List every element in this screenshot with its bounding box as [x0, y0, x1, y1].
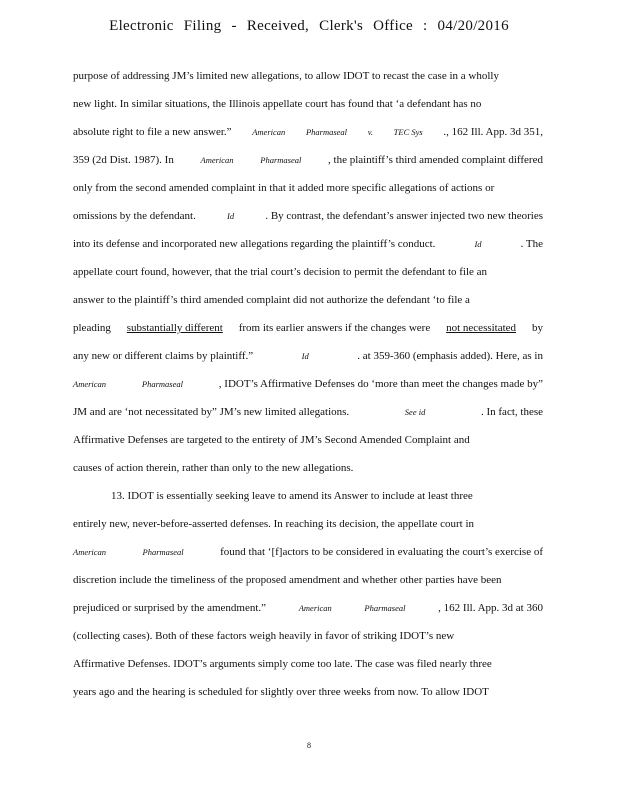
document-body — [73, 66, 543, 710]
text-line — [73, 486, 543, 514]
text-segment: , IDOT’s Affirmative Defenses do ‘more than meet the changes made by” — [218, 378, 543, 390]
text-segment: by — [531, 322, 543, 334]
text-segment: 13. IDOT is essentially seeking leave to amend its Answer to include at least three — [111, 490, 473, 502]
text-segment: . at 359-360 (emphasis added). Here, as in — [357, 350, 543, 362]
text-segment: from its earlier answers if the changes were — [238, 322, 431, 334]
citation-text: Pharmaseal — [260, 155, 302, 165]
text-line — [73, 150, 543, 178]
text-line — [73, 598, 543, 626]
text-segment: discretion include the timeliness of the proposed amendment and whether other parties have been — [73, 574, 502, 586]
citation-text: Pharmaseal — [364, 603, 406, 613]
citation-text: Pharmaseal — [141, 379, 183, 389]
text-segment: , the plaintiff’s third amended complaint differed — [328, 154, 543, 166]
text-segment: ., 162 Ill. App. 3d 351, — [443, 126, 543, 138]
text-segment: only from the second amended complaint in that it added more specific allegations of actions or — [73, 182, 495, 194]
citation-text: See id — [404, 407, 426, 417]
text-line — [73, 542, 543, 570]
text-segment: new light. In similar situations, the Illinois appellate court has found that ‘a defendant has no — [73, 98, 482, 110]
text-line — [73, 290, 543, 318]
text-line — [73, 178, 543, 206]
text-line — [73, 514, 543, 542]
citation-text: v. — [367, 127, 373, 137]
text-line — [73, 402, 543, 430]
text-segment: . The — [520, 238, 543, 250]
text-line — [73, 626, 543, 654]
text-line — [73, 682, 543, 710]
text-segment: prejudiced or surprised by the amendment.” — [73, 602, 267, 614]
text-line — [73, 262, 543, 290]
text-segment: . By contrast, the defendant’s answer injected two new theories — [265, 210, 543, 222]
text-segment: omissions by the defendant. — [73, 210, 196, 222]
underlined-text: not necessitated — [446, 322, 517, 334]
text-segment: Affirmative Defenses. IDOT’s arguments simply come too late. The case was filed nearly three — [73, 658, 492, 670]
text-segment: years ago and the hearing is scheduled for slightly over three weeks from now. To allow IDOT — [73, 686, 489, 698]
text-line — [73, 122, 543, 150]
text-segment: Affirmative Defenses are targeted to the entirety of JM’s Second Amended Complaint and — [73, 434, 470, 446]
text-segment: entirely new, never-before-asserted defenses. In reaching its decision, the appellate court in — [73, 518, 475, 530]
text-segment: . In fact, these — [480, 406, 543, 418]
text-line — [73, 94, 543, 122]
text-line — [73, 458, 543, 486]
citation-text: Id — [227, 211, 235, 221]
text-segment: appellate court found, however, that the trial court’s decision to permit the defendant to file an — [73, 266, 488, 278]
citation-text: American — [73, 379, 107, 389]
page-number: 8 — [307, 741, 311, 750]
citation-text: American — [73, 547, 107, 557]
text-segment: found that ‘[f]actors to be considered in evaluating the court’s exercise of — [220, 546, 543, 558]
text-segment: JM and are ‘not necessitated by” JM’s new limited allegations. — [73, 406, 350, 418]
text-line — [73, 430, 543, 458]
text-segment: pleading — [73, 322, 111, 334]
citation-text: American — [252, 127, 286, 137]
text-segment: (collecting cases). Both of these factors weigh heavily in favor of striking IDOT’s new — [73, 630, 455, 642]
text-segment: , 162 Ill. App. 3d at 360 — [438, 602, 543, 614]
text-line — [73, 346, 543, 374]
text-line — [73, 374, 543, 402]
citation-text: TEC Sys — [393, 127, 423, 137]
text-segment: answer to the plaintiff’s third amended complaint did not authorize the defendant ‘to file a — [73, 294, 470, 306]
text-segment: into its defense and incorporated new allegations regarding the plaintiff’s conduct. — [73, 238, 436, 250]
citation-text: Id — [301, 351, 309, 361]
text-line — [73, 206, 543, 234]
filing-header: Electronic Filing - Received, Clerk's Office : 04/20/2016 — [109, 18, 509, 34]
citation-text: American — [200, 155, 234, 165]
citation-text: Id — [474, 239, 482, 249]
underlined-text: substantially different — [126, 322, 223, 334]
text-segment: purpose of addressing JM’s limited new allegations, to allow IDOT to recast the case in a wholly — [73, 70, 499, 82]
text-line — [73, 318, 543, 346]
text-segment: causes of action therein, rather than only to the new allegations. — [73, 462, 354, 474]
text-line — [73, 234, 543, 262]
text-segment: absolute right to file a new answer.” — [73, 126, 232, 138]
text-segment: any new or different claims by plaintiff.” — [73, 350, 254, 362]
text-line — [73, 66, 543, 94]
citation-text: Pharmaseal — [305, 127, 348, 137]
text-line — [73, 654, 543, 682]
text-line — [73, 570, 543, 598]
citation-text: American — [298, 603, 332, 613]
text-segment: 359 (2d Dist. 1987). In — [73, 154, 174, 166]
citation-text: Pharmaseal — [142, 547, 184, 557]
